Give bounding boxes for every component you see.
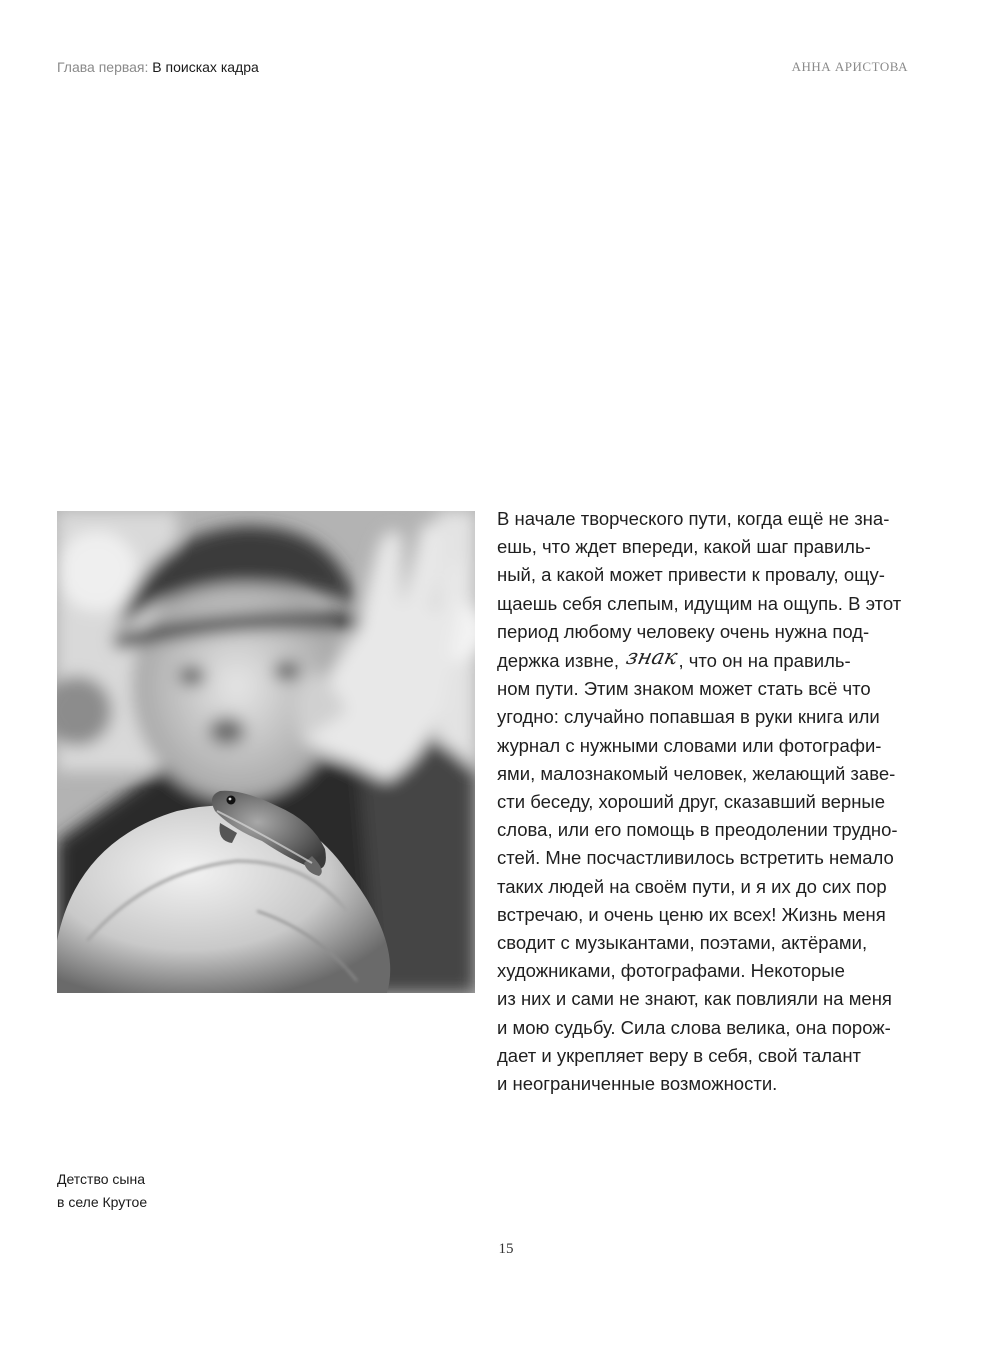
body-paragraph — [497, 505, 937, 1098]
caption-line: в селе Крутое — [57, 1194, 148, 1210]
body-line: художниками, фотографами. Некоторые — [497, 960, 845, 982]
body-line: стей. Мне посчастливилось встретить немало — [497, 847, 894, 869]
body-line: журнал с нужными словами или фотографи- — [497, 734, 882, 756]
body-line: щаешь себя слепым, идущим на ощупь. В этот — [497, 592, 902, 614]
body-line: дает и укрепляет веру в себя, свой талант — [497, 1044, 862, 1066]
body-line: ном пути. Этим знаком может стать всё что — [497, 678, 871, 700]
body-line: период любому человеку очень нужна под- — [497, 620, 870, 642]
body-line: из них и сами не знают, как повлияли на меня — [497, 988, 892, 1010]
handwritten-word: знак — [624, 645, 680, 670]
body-line: сводит с музыкантами, поэтами, актёрами, — [497, 932, 868, 954]
body-line: и неограниченные возможности. — [497, 1073, 778, 1095]
body-line-part: держка извне, — [497, 650, 619, 672]
chapter-title: В поисках кадра — [152, 59, 259, 75]
body-line: угодно: случайно попавшая в руки книга или — [497, 706, 880, 728]
photo-boy-with-toad — [57, 511, 475, 993]
body-line-part: , что он на правиль- — [678, 650, 851, 672]
chapter-prefix: Глава первая: — [57, 59, 149, 75]
caption-line: Детство сына — [57, 1171, 146, 1187]
body-line: слова, или его помощь в преодолении трудно- — [497, 819, 898, 841]
body-line: В начале творческого пути, когда ещё не зна- — [497, 508, 890, 529]
body-line: ный, а какой может привести к провалу, ощу- — [497, 564, 885, 586]
body-line: таких людей на своём пути, и я их до сих пор — [497, 875, 887, 897]
body-line: ешь, что ждет впереди, какой шаг правиль- — [497, 536, 871, 558]
running-header-author: АННА АРИСТОВА — [791, 59, 908, 74]
running-header-chapter — [57, 58, 259, 76]
body-line: встречаю, и очень ценю их всех! Жизнь меня — [497, 903, 886, 925]
body-line: и мою судьбу. Сила слова велика, она порож- — [497, 1016, 891, 1038]
body-line-with-handwritten-word — [497, 646, 937, 675]
body-line: сти беседу, хороший друг, сказавший верные — [497, 791, 886, 813]
body-line: ями, малознакомый человек, желающий заве- — [497, 762, 896, 784]
photo-caption — [57, 1168, 147, 1214]
page-number: 15 — [498, 1241, 514, 1257]
